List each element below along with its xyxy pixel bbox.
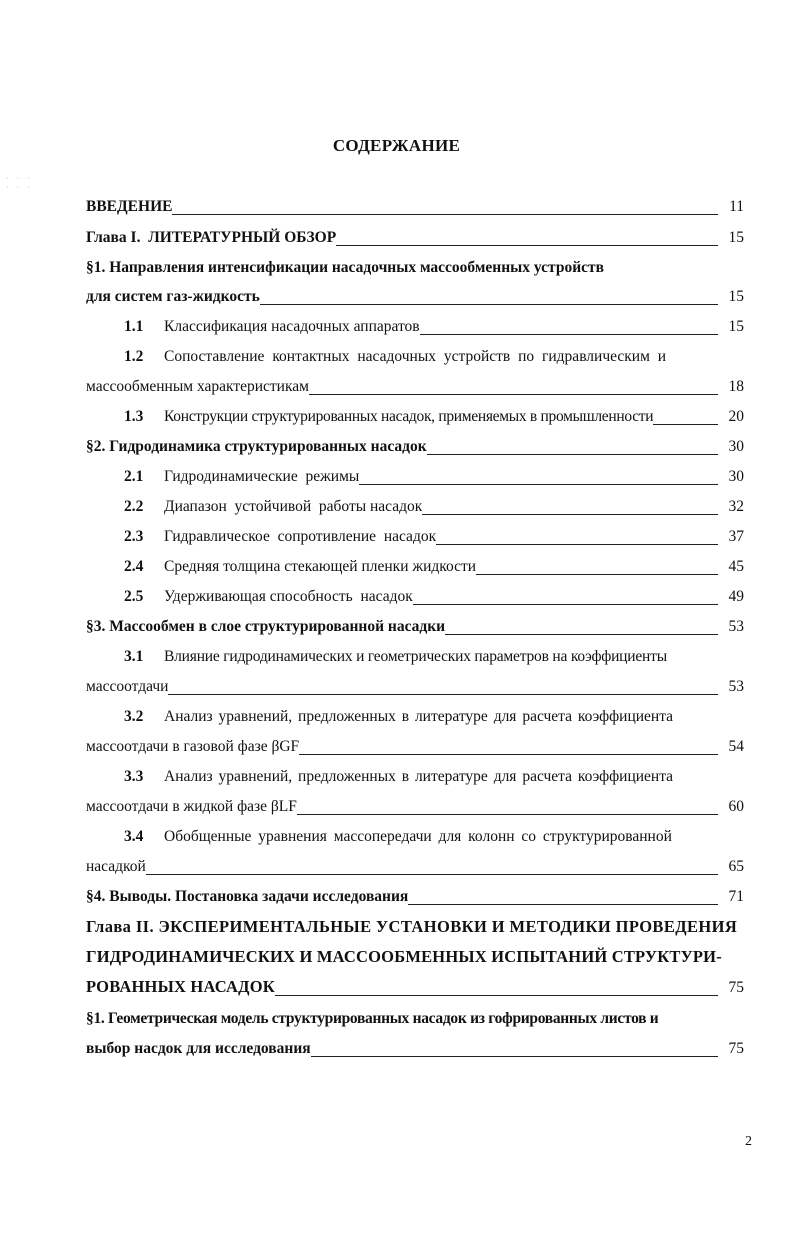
- toc-entry: [86, 976, 744, 998]
- leader-line: [336, 231, 718, 246]
- leader-line: [146, 860, 718, 875]
- scan-marks: · · · · · ·: [6, 174, 33, 192]
- leader-line: [445, 620, 718, 635]
- page-title: СОДЕРЖАНИЕ: [332, 136, 461, 155]
- toc-entry-title: Влияние гидродинамических и геометрических параметров на коэффициенты: [164, 648, 667, 665]
- toc-entry-title: ВВЕДЕНИЕ: [86, 198, 173, 215]
- toc-entry-title: §2. Гидродинамика структурированных насадок: [86, 438, 427, 455]
- toc-entry-page: 75: [728, 1040, 744, 1057]
- toc-entry-title: массоотдачи в жидкой фазе βLF: [86, 798, 297, 815]
- toc-entry-page: 11: [729, 198, 744, 215]
- toc-entry-title: для систем газ-жидкость: [86, 288, 260, 305]
- leader-line: [359, 470, 718, 485]
- toc-entry: [124, 556, 744, 578]
- toc-entry: [86, 1008, 744, 1030]
- toc-entry-number: 3.2: [124, 708, 144, 725]
- toc-entry-title: Классификация насадочных аппаратов: [164, 318, 420, 335]
- toc-entry-title: Средняя толщина стекающей пленки жидкости: [164, 558, 477, 575]
- toc-entry-page: 53: [728, 678, 744, 695]
- leader-line: [172, 200, 718, 215]
- toc-entry-page: 71: [728, 888, 744, 905]
- toc-entry-page: 60: [728, 798, 744, 815]
- toc-entry-title: Анализ уравнений, предложенных в литературе для расчета коэффициента: [164, 768, 674, 785]
- leader-line: [309, 380, 718, 395]
- toc-entry-title: Конструкции структурированных насадок, применяемых в промышленности: [164, 408, 654, 425]
- leader-line: [275, 981, 718, 996]
- toc-entry: [124, 706, 744, 728]
- leader-line: [422, 500, 718, 515]
- leader-line: [427, 440, 718, 455]
- toc-entry-page: 49: [728, 588, 744, 605]
- toc-entry-page: 45: [728, 558, 744, 575]
- leader-line: [297, 800, 718, 815]
- leader-line: [420, 320, 718, 335]
- toc-entry: [124, 586, 744, 608]
- toc-entry: [124, 826, 744, 848]
- toc-entry-page: 15: [728, 318, 744, 335]
- leader-line: [168, 680, 718, 695]
- toc-entry: [86, 196, 744, 218]
- toc-entry-number: 3.1: [124, 648, 144, 665]
- toc-entry-page: 15: [728, 229, 744, 246]
- toc-entry-title: РОВАННЫХ НАСАДОК: [86, 977, 275, 996]
- leader-line: [476, 560, 718, 575]
- toc-entry-page: 15: [728, 288, 744, 305]
- toc-entry-number: 3.4: [124, 828, 144, 845]
- leader-line: [413, 590, 718, 605]
- toc-entry: [86, 856, 744, 878]
- toc-entry: [86, 1038, 744, 1060]
- page-number: 2: [745, 1134, 752, 1149]
- toc-entry: [86, 736, 744, 758]
- toc-entry-number: 1.3: [124, 408, 144, 425]
- toc-entry-number: 3.3: [124, 768, 144, 785]
- toc-entry-title: Глава I. ЛИТЕРАТУРНЫЙ ОБЗОР: [86, 229, 337, 246]
- toc-entry: [124, 496, 744, 518]
- toc-entry: [86, 227, 744, 249]
- toc-entry-page: 65: [728, 858, 744, 875]
- toc-entry-title: Обобщенные уравнения массопередачи для колонн со структурированной: [164, 828, 672, 845]
- toc-entry-page: 30: [728, 468, 744, 485]
- toc-entry-title: §1. Направления интенсификации насадочных массообменных устройств: [86, 259, 605, 276]
- toc-entry-title: массоотдачи в газовой фазе βGF: [86, 738, 300, 755]
- toc-entry: [86, 916, 744, 938]
- toc-entry-title: Гидравлическое сопротивление насадок: [164, 528, 437, 545]
- leader-line: [436, 530, 718, 545]
- toc-entry: [86, 376, 744, 398]
- toc-entry-page: 53: [728, 618, 744, 635]
- leader-line: [311, 1042, 718, 1057]
- toc-entry-page: 30: [728, 438, 744, 455]
- toc-entry-title: выбор насдок для исследования: [86, 1040, 311, 1057]
- toc-entry-title: §3. Массообмен в слое структурированной насадки: [86, 618, 446, 635]
- leader-line: [260, 290, 718, 305]
- toc-entry: [124, 766, 744, 788]
- toc-entry: [86, 796, 744, 818]
- leader-line: [653, 410, 718, 425]
- toc-entry: [124, 646, 744, 668]
- toc-entry: [86, 257, 744, 279]
- toc-entry-page: 18: [728, 378, 744, 395]
- toc-entry-title: массоотдачи: [86, 678, 169, 695]
- toc-entry-number: 1.2: [124, 348, 144, 365]
- toc-entry-number: 2.1: [124, 468, 144, 485]
- toc-entry-page: 54: [728, 738, 744, 755]
- toc-entry-title: Диапазон устойчивой работы насадок: [164, 498, 423, 515]
- toc-entry-title: §4. Выводы. Постановка задачи исследования: [86, 888, 409, 905]
- toc-entry: [86, 886, 744, 908]
- toc-entry-title: Глава II. ЭКСПЕРИМЕНТАЛЬНЫЕ УСТАНОВКИ И МЕТОДИКИ ПРОВЕДЕНИЯ: [86, 917, 738, 936]
- toc-entry-page: 75: [728, 979, 744, 996]
- leader-line: [408, 890, 718, 905]
- toc-entry: [86, 616, 744, 638]
- toc-entry: [86, 286, 744, 308]
- toc-entry: [86, 436, 744, 458]
- toc-entry: [124, 316, 744, 338]
- toc-entry-title: Гидродинамические режимы: [164, 468, 360, 485]
- toc-entry: [86, 676, 744, 698]
- toc-entry: [86, 946, 744, 968]
- toc-entry-page: 37: [728, 528, 744, 545]
- toc-entry: [124, 526, 744, 548]
- toc-entry-title: Анализ уравнений, предложенных в литературе для расчета коэффициента: [164, 708, 674, 725]
- toc-entry-number: 1.1: [124, 318, 144, 335]
- toc-entry-page: 32: [728, 498, 744, 515]
- toc-entry-title: Удерживающая способность насадок: [164, 588, 413, 605]
- toc-entry: [124, 346, 744, 368]
- leader-line: [299, 740, 718, 755]
- toc-entry-title: ГИДРОДИНАМИЧЕСКИХ И МАССООБМЕННЫХ ИСПЫТАНИЙ СТРУКТУРИ-: [86, 947, 722, 966]
- toc-entry-number: 2.4: [124, 558, 144, 575]
- toc-entry-number: 2.3: [124, 528, 144, 545]
- toc-entry-number: 2.2: [124, 498, 144, 515]
- toc-entry-page: 20: [728, 408, 744, 425]
- toc-entry-title: §1. Геометрическая модель структурированных насадок из гофрированных листов и: [86, 1010, 659, 1027]
- toc-entry-title: Сопоставление контактных насадочных устройств по гидравлическим и: [164, 348, 667, 365]
- toc-entry: [124, 466, 744, 488]
- toc-entry: [124, 406, 744, 428]
- toc-entry-number: 2.5: [124, 588, 144, 605]
- toc-entry-title: массообменным характеристикам: [86, 378, 309, 395]
- toc-entry-title: насадкой: [86, 858, 146, 875]
